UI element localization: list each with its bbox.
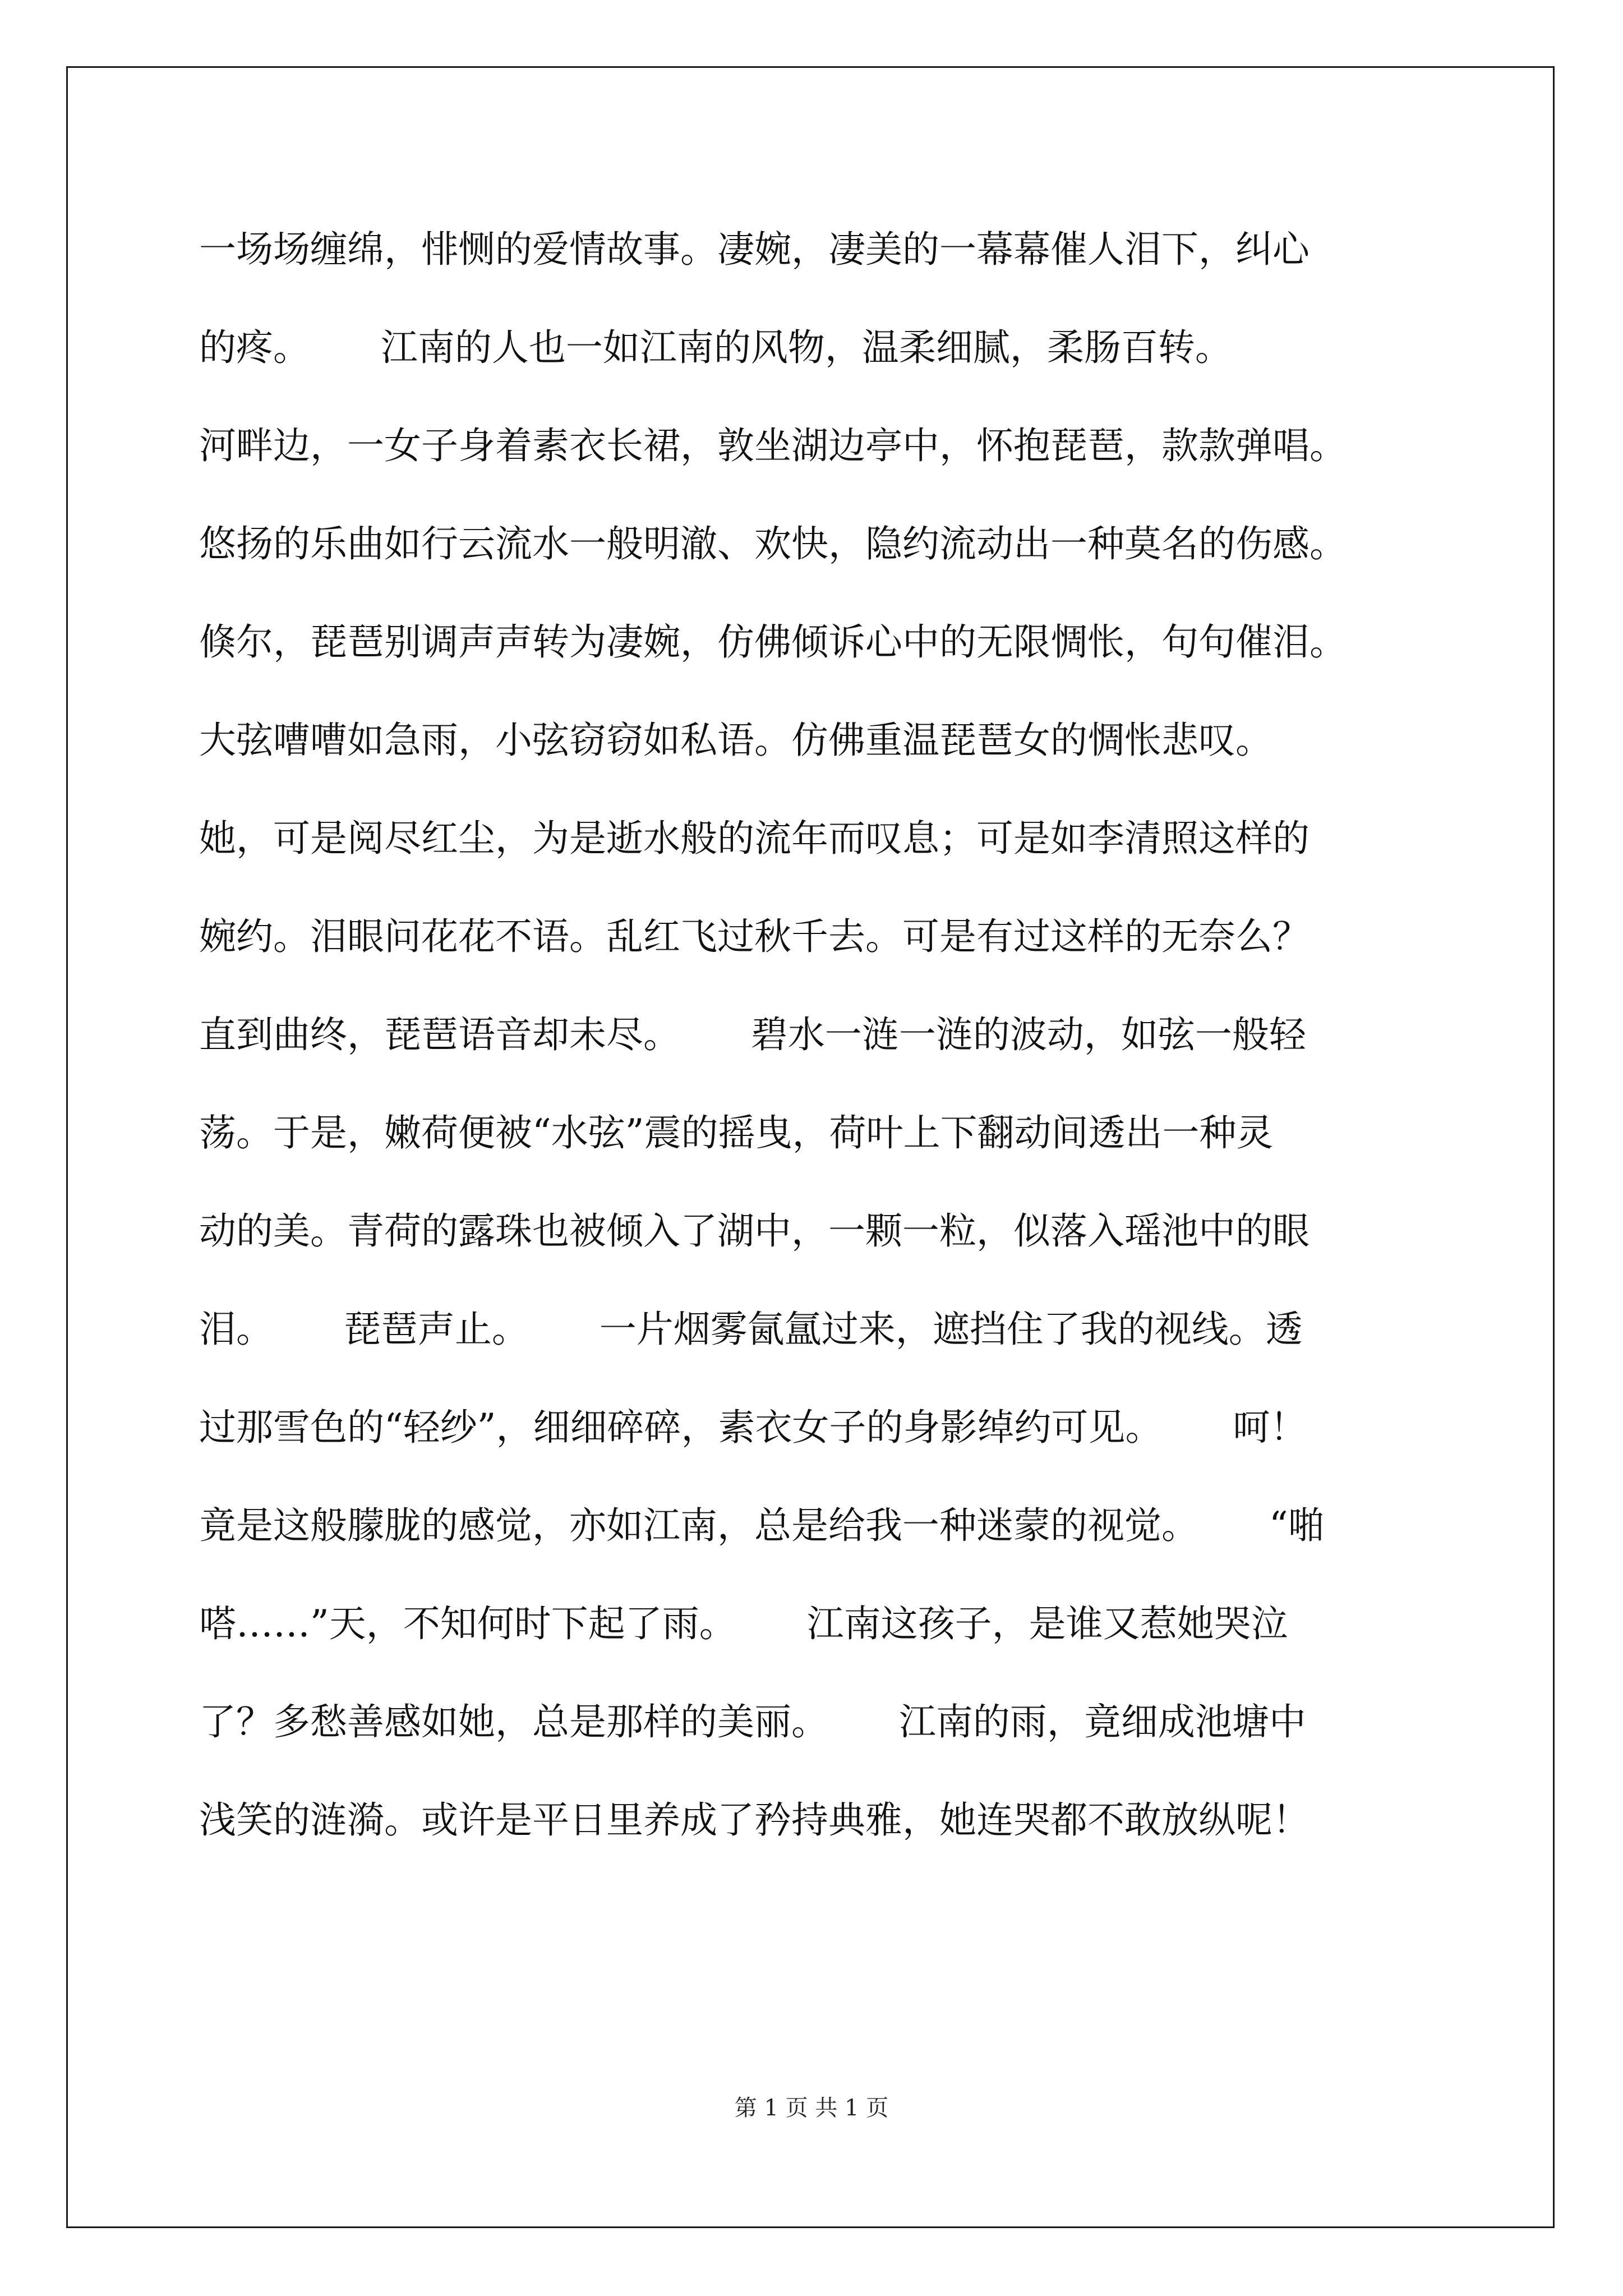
- text-line: 荡。于是，嫩荷便被“水弦”震的摇曳，荷叶上下翻动间透出一种灵: [199, 1111, 1274, 1154]
- text-line: 悠扬的乐曲如行云流水一般明澈、欢快，隐约流动出一种莫名的伤感。: [199, 522, 1347, 565]
- text-line: 大弦嘈嘈如急雨，小弦窃窃如私语。仿佛重温琵琶女的惆怅悲叹。: [199, 719, 1272, 762]
- text-line: 婉约。泪眼问花花不语。乱红飞过秋千去。可是有过这样的无奈么？: [199, 915, 1310, 958]
- text-line: 一场场缠绵，悱恻的爱情故事。凄婉，凄美的一幕幕催人泪下，纠心: [199, 228, 1310, 271]
- text-line: 倏尔，琵琶别调声声转为凄婉，仿佛倾诉心中的无限惆怅，句句催泪。: [199, 620, 1347, 664]
- text-line: 直到曲终，琵琶语音却未尽。 碧水一涟一涟的波动，如弦一般轻: [199, 1013, 1306, 1056]
- text-line: 河畔边，一女子身着素衣长裙，敦坐湖边亭中，怀抱琵琶，款款弹唱。: [199, 424, 1347, 467]
- text-line: 的疼。 江南的人也一如江南的风物，温柔细腻，柔肠百转。: [199, 326, 1232, 369]
- page-number-footer: 第 1 页 共 1 页: [734, 2095, 889, 2121]
- text-line: 嗒……”天，不知何时下起了雨。 江南这孩子，是谁又惹她哭泣: [199, 1602, 1288, 1645]
- text-line: 浅笑的涟漪。或许是平日里养成了矜持典雅，她连哭都不敢放纵呢！: [199, 1798, 1310, 1842]
- text-line: 过那雪色的“轻纱”，细细碎碎，素衣女子的身影绰约可见。 呵！: [199, 1406, 1307, 1449]
- text-line: 了？多愁善感如她，总是那样的美丽。 江南的雨，竟细成池塘中: [199, 1700, 1306, 1743]
- text-line: 动的美。青荷的露珠也被倾入了湖中，一颗一粒，似落入瑶池中的眼: [199, 1209, 1310, 1253]
- text-line: 竟是这般朦胧的感觉，亦如江南，总是给我一种迷蒙的视觉。 “啪: [199, 1504, 1325, 1547]
- text-line: 泪。 琵琶声止。 一片烟雾氤氲过来，遮挡住了我的视线。透: [199, 1308, 1303, 1351]
- text-line: 她，可是阅尽红尘，为是逝水般的流年而叹息；可是如李清照这样的: [199, 817, 1310, 860]
